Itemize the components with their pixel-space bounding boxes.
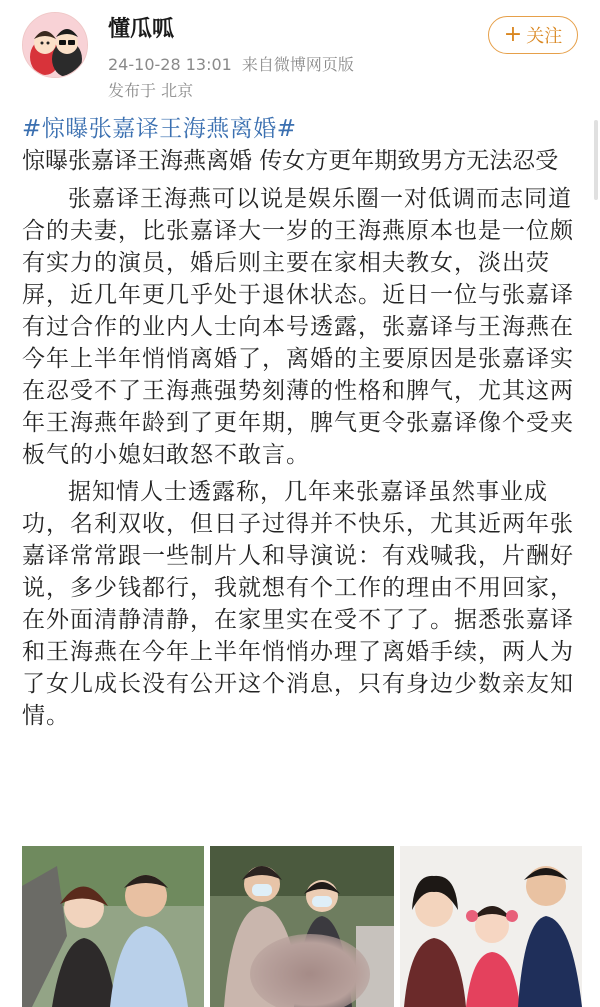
photo-grid <box>22 846 582 1007</box>
photo-thumbnail[interactable] <box>22 846 204 1007</box>
user-avatar[interactable] <box>22 12 88 78</box>
plus-icon: + <box>503 22 523 47</box>
photo-portrait-image <box>400 846 582 1007</box>
follow-button[interactable] <box>488 16 578 54</box>
hashtag-link[interactable]: #惊曝张嘉译王海燕离婚# <box>22 116 297 142</box>
post-paragraph: 据知情人士透露称，几年来张嘉译虽然事业成功，名利双收，但日子过得并不快乐，尤其近两年张嘉译常常跟一些制片人和导演说：有戏喊我，片酬好说，多少钱都行，我就想有个工作的理由不用回家，在外面清静清静，在家里实在受不了了。据悉张嘉译和王海燕在今年上半年悄悄办理了离婚手续，两人为了女儿成长没有公开这个消息，只有身边少数亲友知情。 <box>22 479 574 729</box>
post-content <box>22 113 582 732</box>
post-location: 发布于 北京 <box>108 81 194 100</box>
photo-couple-image <box>22 846 204 1007</box>
post-source: 来自微博网页版 <box>241 55 354 74</box>
username[interactable]: 懂瓜呱 <box>108 17 175 42</box>
photo-thumbnail[interactable] <box>400 846 582 1007</box>
post-meta <box>108 52 354 75</box>
follow-label: 关注 <box>526 26 563 47</box>
post-datetime: 24-10-28 13:01 <box>108 55 232 74</box>
scrollbar[interactable] <box>594 120 598 200</box>
post-header <box>0 0 600 104</box>
blurred-region <box>250 934 370 1007</box>
post-subtitle: 惊曝张嘉译王海燕离婚 传女方更年期致男方无法忍受 <box>22 148 559 174</box>
photo-thumbnail[interactable] <box>210 846 394 1007</box>
avatar-cartoon-icon <box>23 13 87 77</box>
post-paragraph: 张嘉译王海燕可以说是娱乐圈一对低调而志同道合的夫妻，比张嘉译大一岁的王海燕原本也是一位颇有实力的演员，婚后则主要在家相夫教女，淡出荧屏，近几年更几乎处于退休状态。近日一位与张嘉译有过合作的业内人士向本号透露，张嘉译与王海燕在今年上半年悄悄离婚了，离婚的主要原因是张嘉译实在忍受不了王海燕强势刻薄的性格和脾气，尤其这两年王海燕年龄到了更年期，脾气更令张嘉译像个受夹板气的小媳妇敢怒不敢言。 <box>22 186 574 468</box>
